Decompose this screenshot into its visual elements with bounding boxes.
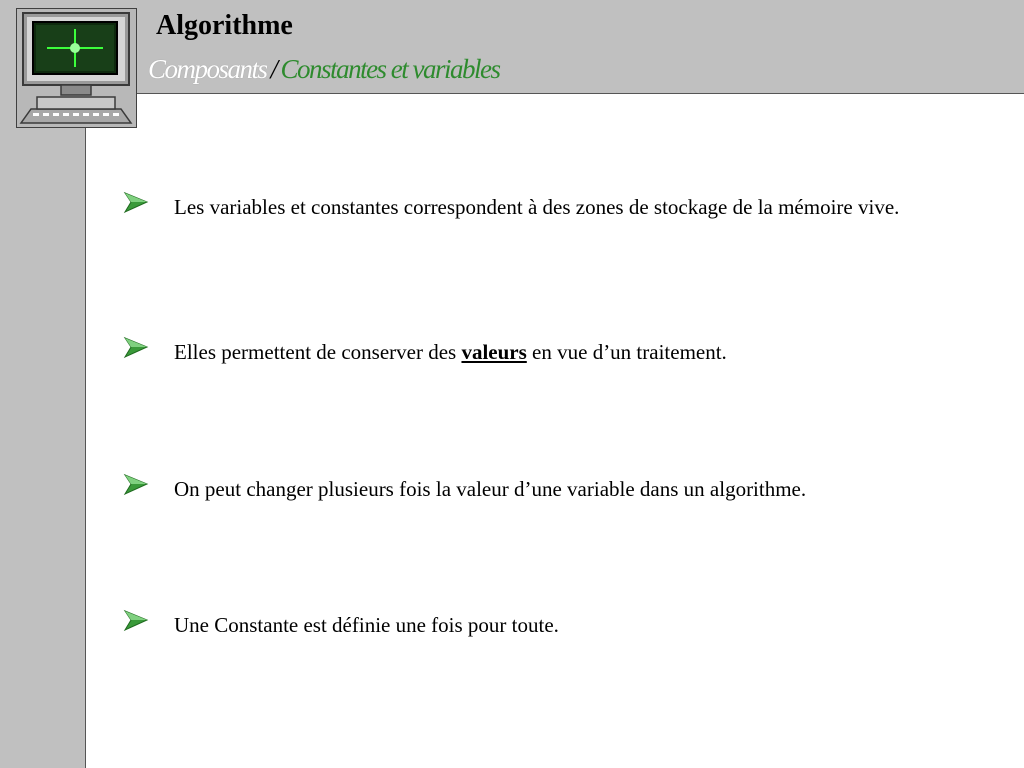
bullet-item <box>122 610 1012 640</box>
bullet-item <box>122 337 1012 367</box>
bullet-text: Une Constante est définie une fois pour toute. <box>174 613 559 637</box>
arrow-bullet-icon <box>122 471 150 499</box>
bullet-item <box>122 474 1012 504</box>
breadcrumb-current: Constantes et variables <box>280 54 500 84</box>
arrow-bullet-icon <box>122 607 150 635</box>
arrow-bullet-icon <box>122 334 150 362</box>
breadcrumb <box>148 53 500 85</box>
logo <box>16 8 137 128</box>
bullet-text <box>174 337 727 367</box>
bullet-text-after: en vue d’un traitement. <box>526 340 727 364</box>
bullet-text: On peut changer plusieurs fois la valeur d’une variable dans un algorithme. <box>174 477 807 501</box>
computer-monitor-icon <box>17 9 136 127</box>
bullet-item <box>122 192 1012 222</box>
arrow-bullet-icon <box>122 189 150 217</box>
bullet-text: Les variables et constantes correspondent à des zones de stockage de la mémoire vive. <box>174 195 900 219</box>
breadcrumb-section: Composants <box>148 54 267 84</box>
bullet-text-before: Elles permettent de conserver des <box>174 340 462 364</box>
slide-title: Algorithme <box>156 10 293 41</box>
emphasized-word: valeurs <box>461 340 527 364</box>
breadcrumb-separator: / <box>270 54 277 84</box>
